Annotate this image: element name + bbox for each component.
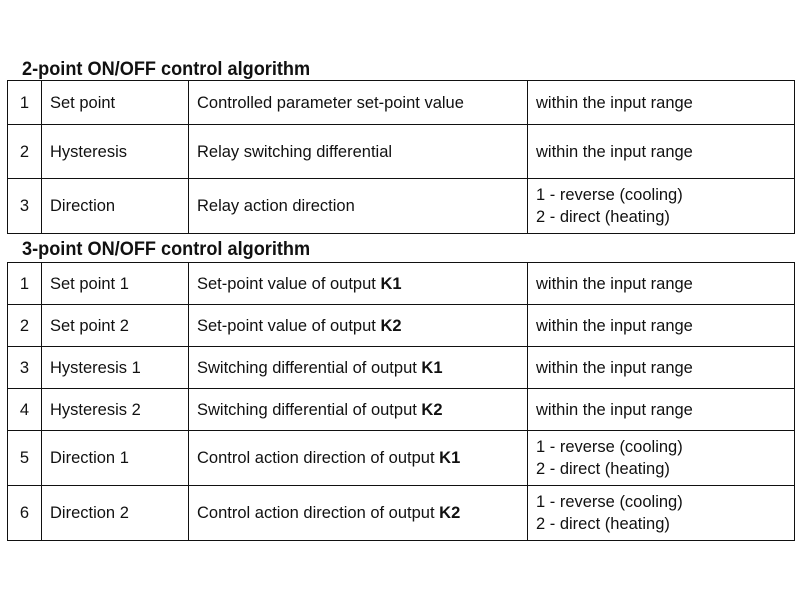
parameter-range — [528, 305, 795, 347]
parameter-range — [528, 389, 795, 431]
description-text: Relay action direction — [197, 197, 355, 215]
parameter-range — [528, 81, 795, 125]
table-row — [8, 125, 795, 179]
table-row — [8, 486, 795, 541]
parameter-description — [189, 179, 528, 234]
output-label: K1 — [380, 274, 402, 293]
range-line: 1 - reverse (cooling) — [536, 186, 683, 204]
description-text: Controlled parameter set-point value — [197, 93, 464, 112]
description-text: Relay switching differential — [197, 142, 393, 161]
section-title-2-point: 2-point ON/OFF control algorithm — [22, 58, 311, 80]
parameter-description — [189, 486, 528, 541]
parameter-description — [189, 263, 528, 305]
range-line: 2 - direct (heating) — [536, 515, 670, 533]
parameter-name: Hysteresis 1 — [42, 347, 189, 389]
range-line: within the input range — [536, 400, 693, 419]
parameter-name: Direction 1 — [42, 431, 189, 486]
table-row — [8, 431, 795, 486]
description-text: Set-point value of output — [197, 316, 381, 335]
output-label: K2 — [421, 400, 443, 419]
parameter-description — [189, 305, 528, 347]
output-label: K1 — [439, 449, 461, 467]
row-number: 4 — [8, 389, 42, 431]
row-number: 2 — [8, 125, 42, 179]
row-number: 5 — [8, 431, 42, 486]
description-text: Control action direction of output — [197, 449, 440, 467]
range-line: within the input range — [536, 142, 693, 161]
parameters-table-3-point — [7, 262, 795, 541]
parameter-range — [528, 125, 795, 179]
description-text: Switching differential of output — [197, 400, 422, 419]
parameter-description — [189, 431, 528, 486]
parameter-description — [189, 125, 528, 179]
output-label: K2 — [380, 316, 402, 335]
parameter-name: Hysteresis — [42, 125, 189, 179]
output-label: K1 — [421, 358, 443, 377]
description-text: Switching differential of output — [197, 358, 422, 377]
parameter-range — [528, 263, 795, 305]
parameters-table-2-point — [7, 80, 795, 234]
table-row — [8, 81, 795, 125]
parameter-name: Direction — [42, 179, 189, 234]
range-line: within the input range — [536, 274, 693, 293]
table-row — [8, 263, 795, 305]
description-text: Control action direction of output — [197, 504, 440, 522]
row-number: 6 — [8, 486, 42, 541]
range-line: within the input range — [536, 316, 693, 335]
parameter-range — [528, 179, 795, 234]
parameter-description — [189, 347, 528, 389]
parameter-range — [528, 486, 795, 541]
row-number: 3 — [8, 179, 42, 234]
parameter-name: Set point — [42, 81, 189, 125]
table-row — [8, 389, 795, 431]
row-number: 3 — [8, 347, 42, 389]
section-title-3-point: 3-point ON/OFF control algorithm — [22, 238, 311, 260]
table-row — [8, 347, 795, 389]
parameter-range — [528, 347, 795, 389]
parameter-description — [189, 389, 528, 431]
range-line: 2 - direct (heating) — [536, 460, 670, 478]
description-text: Set-point value of output — [197, 274, 381, 293]
parameter-description — [189, 81, 528, 125]
parameter-name: Set point 1 — [42, 263, 189, 305]
table-row — [8, 305, 795, 347]
row-number: 2 — [8, 305, 42, 347]
output-label: K2 — [439, 504, 461, 522]
parameter-name: Hysteresis 2 — [42, 389, 189, 431]
table-row — [8, 179, 795, 234]
parameter-name: Direction 2 — [42, 486, 189, 541]
range-line: within the input range — [536, 358, 693, 377]
range-line: 1 - reverse (cooling) — [536, 493, 683, 511]
range-line: 1 - reverse (cooling) — [536, 438, 683, 456]
row-number: 1 — [8, 81, 42, 125]
range-line: within the input range — [536, 93, 693, 112]
row-number: 1 — [8, 263, 42, 305]
parameter-range — [528, 431, 795, 486]
range-line: 2 - direct (heating) — [536, 208, 670, 226]
parameter-name: Set point 2 — [42, 305, 189, 347]
